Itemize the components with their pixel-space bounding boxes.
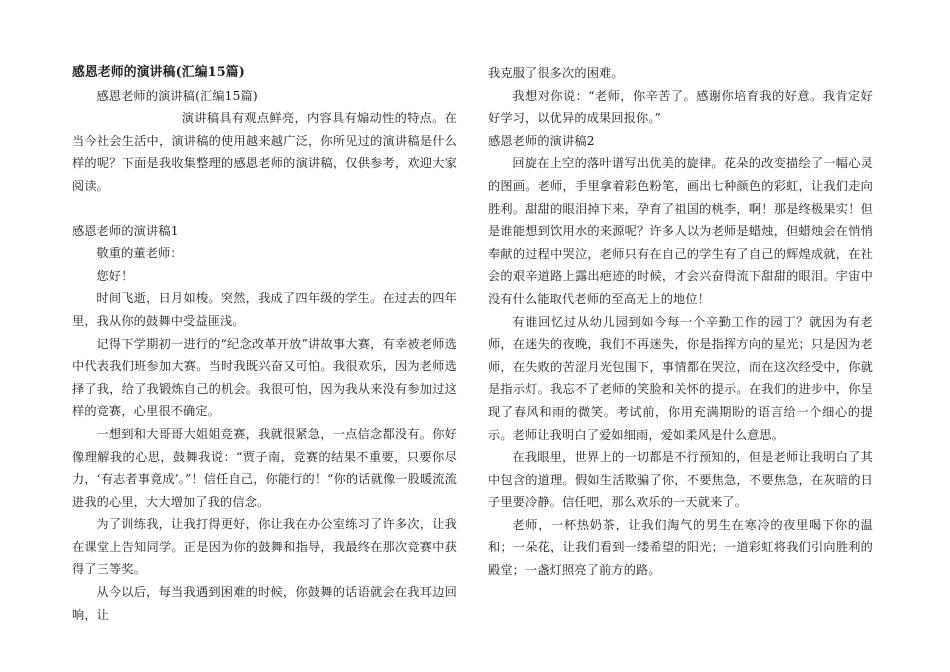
body-paragraph: 老师，一杯热奶茶，让我们淘气的男生在寒冷的夜里喝下你的温和；一朵花，让我们看到一缕希望的阳光；一道彩虹将我们引向胜利的殿堂；一盏灯照亮了前方的路。	[488, 517, 873, 578]
intro-paragraph: 演讲稿具有观点鲜亮，内容具有煽动性的特点。在当今社会生活中，演讲稿的使用越来越广泛，你所见过的演讲稿是什么样的呢？下面是我收集整理的感恩老师的演讲稿，仅供参考，欢迎大家阅读。	[72, 111, 457, 193]
body-paragraph: 回旋在上空的落叶谱写出优美的旋律。花朵的改变描绘了一幅心灵的图画。老师，手里拿着彩色粉笔，画出七种颜色的彩虹，让我们走向胜利。甜甜的眼泪掉下来，孕育了祖国的桃李，啊！那是终极果实！但是谁能想到饮用水的来源呢？许多人以为老师是蜡烛，但蜡烛会在悄悄奉献的过程中哭泣，老师只有在自己的学生有了自己的辉煌成就，在社会的艰辛道路上露出疤迹的时候，才会兴奋得流下甜甜的眼泪。宇宙中没有什么能取代老师的至高无上的地位！	[488, 156, 873, 306]
greeting: 您好！	[96, 268, 134, 283]
left-column	[72, 62, 457, 626]
body-paragraph: 有谁回忆过从幼儿园到如今每一个辛勤工作的园丁？就因为有老师，在迷失的夜晚，我们不再迷失，你是指挥方向的星光；只是因为老师，在失败的苦涩月光包围下，事情都在哭泣，而在这次经受中，你就是指示灯。我忘不了老师的笑脸和关怀的提示。在我们的进步中，你呈现了春风和雨的微笑。考试前，你用充满期盼的语言给一个细心的提示。老师让我明白了爱如细雨，爱如柔风是什么意思。	[488, 314, 873, 442]
body-paragraph: 时间飞逝，日月如梭。突然，我成了四年级的学生。在过去的四年里，我从你的鼓舞中受益匪浅。	[72, 291, 457, 328]
body-paragraph: 记得下学期初一进行的“纪念改革开放”讲故事大赛，有幸被老师选中代表我们班参加大赛。当时我既兴奋又可怕。我很欢乐，因为老师选择了我，给了我锻炼自己的机会。我很可怕，因为我从来没有参加过这样的竞赛，心里很不确定。	[72, 336, 457, 419]
body-paragraph: 一想到和大哥哥大姐姐竞赛，我就很紧急，一点信念都没有。你好像理解我的心思，鼓舞我说：“贾子南，竞赛的结果不重要，只要你尽力，‘有志者事竟成’。”！信任自己，你能行的！“你的话就像一股暖流流进我的心里，大大增加了我的信念。	[72, 426, 457, 509]
body-paragraph: 在我眼里，世界上的一切都是不行预知的，但是老师让我明白了其中包含的道理。假如生活欺骗了你，不要焦急，不要焦急，在灰暗的日子里要冷静。信任吧，那么欢乐的一天就来了。	[488, 450, 873, 510]
continuation-text: 我克服了很多次的困难。	[488, 66, 624, 80]
document-subtitle: 感恩老师的演讲稿(汇编15篇)	[96, 88, 258, 103]
closing-paragraph: 我想对你说：“老师，你辛苦了。感谢你培育我的好意。我肯定好好学习，以优异的成果回报你。”	[488, 88, 873, 126]
speech-1-heading: 感恩老师的演讲稿1	[72, 223, 179, 238]
speech-2-heading: 感恩老师的演讲稿2	[488, 133, 595, 148]
right-column	[488, 62, 873, 582]
section-gap	[72, 198, 457, 220]
document-title: 感恩老师的演讲稿(汇编15篇)	[72, 65, 245, 80]
salutation: 敬重的董老师：	[96, 246, 183, 261]
body-paragraph: 从今以后，每当我遇到困难的时候，你鼓舞的话语就会在我耳边回响，让	[72, 585, 457, 622]
body-paragraph: 为了训练我，让我打得更好，你让我在办公室练习了许多次，让我在课堂上告知同学。正是因为你的鼓舞和指导，我最终在那次竞赛中获得了三等奖。	[72, 517, 457, 577]
